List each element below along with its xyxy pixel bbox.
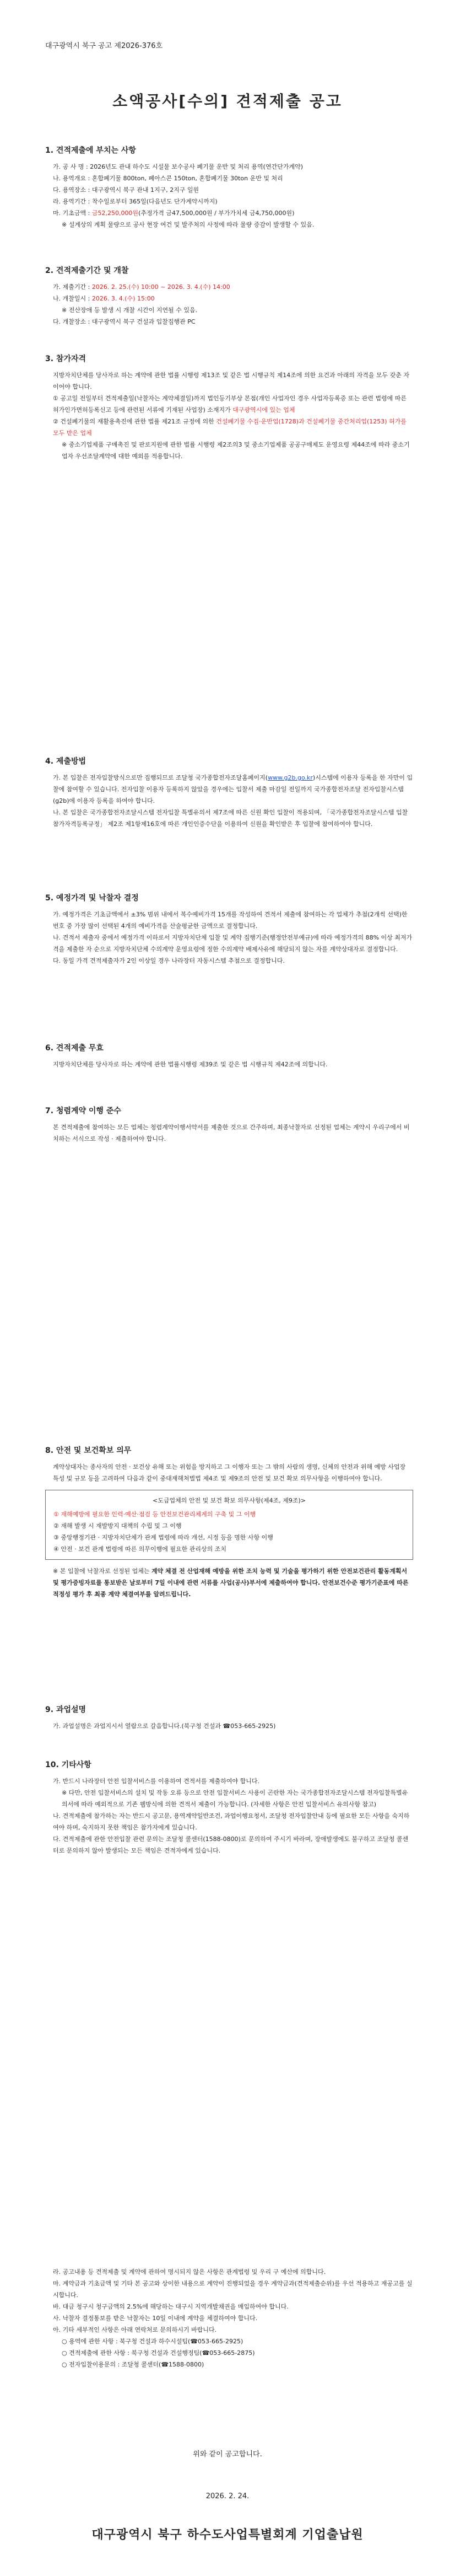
s1-note: ※ 설계상의 계획 물량으로 공사 현장 여건 및 발주처의 사정에 따라 물량 증감이 발생할 수 있음.: [62, 221, 315, 228]
s10-para-8: 아. 기타 세부적인 사항은 아래 연락처로 문의하시기 바랍니다.: [53, 2326, 217, 2333]
notice-number: 대구광역시 북구 공고 제2026-376호: [45, 42, 163, 50]
section-5-heading: 5. 예정가격 및 낙찰자 결정: [45, 894, 139, 903]
section-10: [45, 1759, 413, 1856]
s2-opening-time: 나. 개찰일시 : 2026. 3. 4.(수) 15:00: [53, 295, 155, 302]
section-4: [45, 755, 413, 830]
g2b-link[interactable]: www.g2b.go.kr: [268, 774, 313, 781]
s5-para-3: 다. 동일 가격 견적제출자가 2인 이상일 경우 나라장터 자동시스템 추첨으로 결정합니다.: [53, 957, 285, 964]
section-7: [45, 1105, 413, 1145]
s2-opening-place: 다. 개찰장소 : 대구광역시 북구 건설과 입찰집행관 PC: [53, 318, 196, 325]
s5-para-1: 가. 예정가격은 기초금액에서 ±3% 범위 내에서 복수예비가격 15개를 작성하여 견적서 제출에 참여하는 각 업체가 추첨(2개씩 선택)한 번호 중 가장 많이 선택된 4개의 예비가격을 산술평균한 금액으로 결정합니다.: [53, 911, 408, 930]
s3-intro: 지방자치단체를 당사자로 하는 계약에 관한 법률 시행령 제13조 및 같은 법 시행규칙 제14조에 의한 요건과 아래의 자격을 모두 갖춘 자이어야 합니다.: [53, 372, 409, 390]
s1-amount-value: 금52,250,000원: [91, 210, 139, 217]
s3-item-1: ① 공고일 전일부터 견적제출일(낙찰자는 계약체결일)까지 법인등기부상 본점(개인 사업자인 경우 사업자등록증 또는 관련 법령에 따른 허가인가면허등록신고 등에 관련된 서류에 기재된 사업장) 소재지가 대구광역시에 있는 업체: [53, 395, 407, 414]
s1-overview: 나. 용역개요 : 혼합폐기물 800ton, 폐아스콘 150ton, 혼합폐기물 30ton 운반 및 처리: [53, 175, 283, 182]
s4-para-2: 나. 본 입찰은 국가종합전자조달시스템 전자입찰 특별유의서 제7조에 따른 신원 확인 입찰이 적용되며, 「국가종합전자조달시스템 입찰참가자격등록규정」 제2조 제1항제16호에 따른 개인인증수단을 이용하여 신원을 확인받은 후 입찰에 참여하여야 합니다.: [53, 809, 408, 828]
section-7-heading: 7. 청렴계약 이행 준수: [45, 1107, 121, 1115]
notice-date: 2026. 2. 24.: [205, 2492, 250, 2500]
safety-box-title: <도급업체의 안전 및 보건 확보 의무사항(제4조, 제9조)>: [152, 1497, 306, 1504]
s10-para-2: 나. 견적제출에 참가하는 자는 반드시 공고문, 용역계약일반조건, 과업이행요청서, 조달청 전자입찰안내 등에 필요한 모든 사항을 숙지하여야 하며, 숙지하지 못한 책임은 참가자에게 있습니다.: [53, 1812, 410, 1831]
safety-duty-1: ① 재해예방에 필요한 인력·예산·점검 등 안전보건관리체계의 구축 및 그 이행: [53, 1511, 256, 1518]
section-2-heading: 2. 견적제출기간 및 개찰: [45, 266, 129, 275]
s2-delay-note: ※ 전산장애 등 발생 시 개찰 시간이 지연될 수 있음.: [62, 307, 198, 314]
section-3: [45, 353, 413, 462]
s10-para-7: 사. 낙찰자 결정통보를 받은 낙찰자는 10일 이내에 계약을 체결하여야 합니다.: [53, 2315, 258, 2322]
s7-para: 본 견적제출에 참여하는 모든 업체는 청렴계약이행서약서를 제출한 것으로 간주하며, 최종낙찰자로 선정된 업체는 계약시 우리구에서 비치하는 서식으로 작성 · 제출하여야 합니다.: [53, 1124, 410, 1142]
section-9-heading: 9. 과업설명: [45, 1705, 86, 1714]
section-8-heading: 8. 안전 및 보건확보 의무: [45, 1446, 132, 1455]
s10-para-3: 다. 견적제출에 관한 안전입찰 관련 문의는 조달청 콜센터(1588-0800)로 문의하여 주시기 바라며, 장애발생에도 불구하고 조달청 콜센터로 문의하지 않아 발생되는 모든 책임은 견적자에게 있습니다.: [53, 1836, 409, 1854]
s9-para: 가. 과업설명은 과업지시서 열람으로 갈음합니다.(북구청 건설과 ☎053-665-2925): [53, 1722, 276, 1730]
section-2: [45, 265, 413, 328]
s1-service-name: 가. 공 사 명 : 2026년도 관내 하수도 시설물 보수공사 폐기물 운반 및 처리 용역(연간단가계약): [53, 163, 304, 170]
section-1: [45, 144, 413, 230]
section-4-heading: 4. 제출방법: [45, 757, 86, 766]
s8-para-2: ※ 본 입찰에 낙찰자로 선정된 업체는 계약 체결 전 산업재해 예방을 위한 조치 능력 및 기술을 평가하기 위한 안전보건관리 활동계획서 및 평가증빙자료를 통보받은 날로부터 7일 이내에 관련 서류를 사업(공사)부서에 제출하여야 합니다. 안전보건수준 평가기준표에 따른 적정성 평가 후 최종 계약 체결여부를 알려드립니다.: [53, 1568, 409, 1598]
s10-para-5: 마. 계약금과 기초금액 및 기타 본 공고와 상이한 내용으로 계약이 진행되었을 경우 계약금과(견적제출순위)를 우선 적용하고 재공고를 실시합니다.: [53, 2280, 413, 2299]
s10-para-1: 가. 반드시 나라장터 안전 입찰서비스를 이용하여 견적서를 제출하여야 합니다.: [53, 1778, 259, 1785]
safety-duty-3: ③ 중앙행정기관 · 지방자치단체가 관계 법령에 따라 개선, 시정 등을 명한 사항 이행: [53, 1534, 273, 1541]
s10-note: ※ 다만, 안전 입찰서비스의 설치 및 작동 오류 등으로 안전 입찰서비스 사용이 곤란한 자는 국가종합전자조달시스템 전자입찰특별유의서에 따라 예외적으로 기존 웹방식에 의한 견적서 제출이 가능합니다. (자세한 사항은 안전 입찰서비스 유의사항 참고): [62, 1789, 408, 1808]
s2-submit-period: 가. 제출기간 : 2026. 2. 25.(수) 10:00 ~ 2026. 3. 4.(수) 14:00: [53, 283, 230, 291]
section-6-heading: 6. 견적제출 무효: [45, 1044, 104, 1053]
safety-duty-2: ② 재해 발생 시 재발방지 대책의 수립 및 그 이행: [53, 1522, 182, 1530]
contact-service: ○ 용역에 관한 사항 : 북구청 건설과 하수시설팀(☎053-665-2925): [62, 2338, 243, 2345]
s3-item-2: ② 건설폐기물의 재활용촉진에 관한 법률 제21조 규정에 의한 건설폐기물 수집·운반업(1728)과 건설폐기물 중간처리업(1253) 허가를 모두 받은 업체: [53, 418, 407, 437]
s10-para-4: 라. 공고내용 등 견적제출 및 계약에 관하여 명시되지 않은 사항은 관계법령 및 우리 구 예산에 의합니다.: [53, 2268, 326, 2276]
s1-base-amount: 마. 기초금액 : 금52,250,000원(추정가격 금47,500,000원 / 부가가치세 금4,750,000원): [53, 210, 295, 217]
contact-quote: ○ 견적제출에 관한 사항 : 북구청 건설과 건설행정팀(☎053-665-2875): [62, 2349, 255, 2357]
s1-location: 다. 용역장소 : 대구광역시 북구 관내 1지구, 2지구 일원: [53, 186, 199, 194]
s4-para-1: 가. 본 입찰은 전자입찰방식으로만 집행되므로 조달청 국가종합전자조달홈페이지(www.g2b.go.kr)시스템에 이용자 등록을 한 자만이 입찰에 참여할 수 있습니다. 전자입찰 이용자 등록하지 않았을 경우에는 입찰서 제출 마감일 전일까지 국가종합전자조달 전자입찰시스템(g2b)에 이용자 등록을 하여야 합니다.: [53, 774, 413, 804]
section-9: [45, 1704, 413, 1732]
section-3-heading: 3. 참가자격: [45, 355, 86, 363]
safety-duties-box: [45, 1490, 413, 1560]
s1-period: 라. 용역기간 : 착수일로부터 365일(다음년도 단가계약시까지): [53, 198, 218, 205]
safety-duty-4: ④ 안전 · 보건 관계 법령에 따른 의무이행에 필요한 관리상의 조치: [53, 1545, 226, 1553]
s3-note: ※ 중소기업제품 구매촉진 및 판로지원에 관한 법률 시행령 제2조의3 및 중소기업제품 공공구매제도 운영요령 제44조에 따라 중소기업자 우선조달계약에 대한 예외를 적용합니다.: [62, 441, 410, 460]
contact-e-bidding: ○ 전자입찰이용문의 : 조달청 콜센터(☎1588-0800): [62, 2361, 204, 2368]
section-10-continued: [45, 2266, 413, 2370]
section-5: [45, 892, 413, 967]
section-10-heading: 10. 기타사항: [45, 1761, 91, 1769]
section-8: [45, 1445, 413, 1600]
section-6: [45, 1042, 413, 1070]
s5-para-2: 나. 견적서 제출자 중에서 예정가격 이하로서 지방자치단체 입찰 및 계약 집행기준(행정안전부예규)에 따라 예정가격의 88% 이상 최저가격을 제출한 자 순으로 지방자치단체 수의계약 운영요령에 정한 수의계약 배제사유에 해당되지 않는 자를 계약상대자로 결정합니다.: [53, 934, 413, 953]
section-1-heading: 1. 견적제출에 부치는 사항: [45, 146, 136, 155]
page-title: 소액공사[수의] 견적제출 공고: [112, 92, 343, 110]
s8-para-1: 계약상대자는 종사자의 안전 · 보건상 유해 또는 위험을 방지하고 그 이행자 또는 그 밖의 사람의 생명, 신체의 안전과 위해 예방 사업장 특성 및 규모 등을 고려하여 다음과 같이 중대재해처벌법 제4조 및 제9조의 안전 및 보건 확보 의무사항을 이행하여야 합니다.: [53, 1463, 406, 1482]
s10-para-6: 바. 대금 청구시 청구금액의 2.5%에 해당하는 대구시 지역개발채권을 매입하여야 합니다.: [53, 2303, 289, 2310]
s6-para: 지방자치단체를 당사자로 하는 계약에 관한 법률시행령 제39조 및 같은 법 시행규칙 제42조에 의합니다.: [53, 1061, 328, 1068]
issuing-organization: 대구광역시 북구 하수도사업특별회계 기업출납원: [91, 2528, 364, 2542]
closing-statement: 위와 같이 공고합니다.: [193, 2450, 262, 2459]
